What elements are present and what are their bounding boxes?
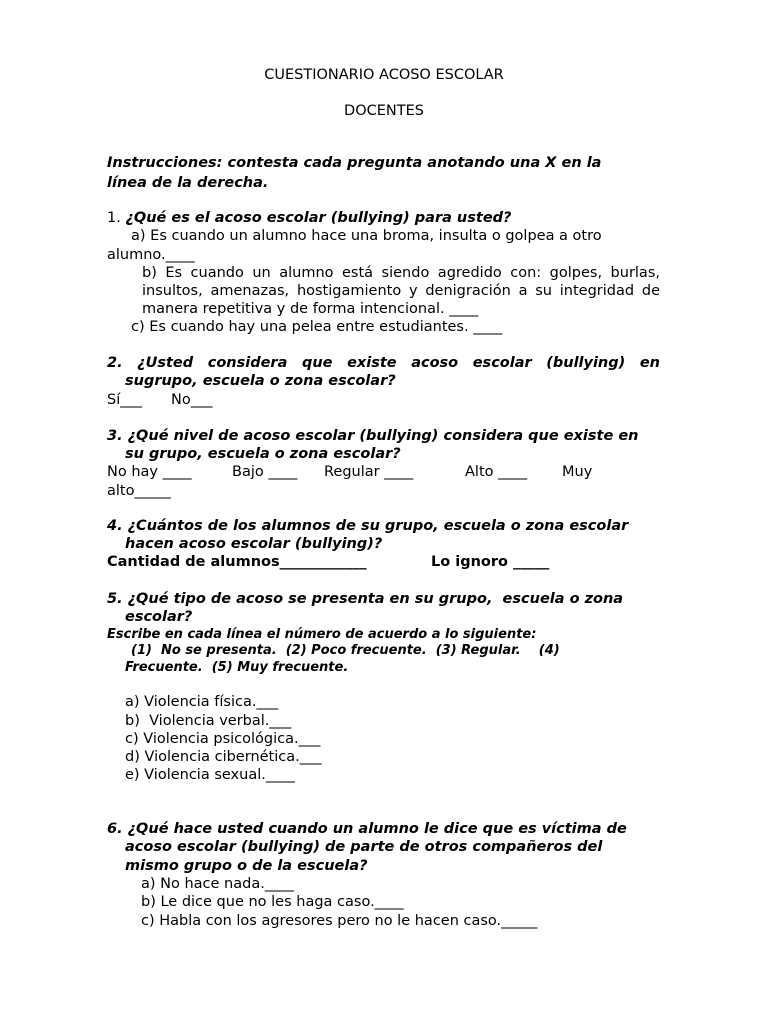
instructions-line-1: Instrucciones: contesta cada pregunta anotando una X en la [107, 155, 602, 171]
question-1-text: ¿Qué es el acoso escolar (bullying) para usted? [125, 210, 512, 226]
q4-student-count[interactable]: Cantidad de alumnos____________ [107, 554, 367, 570]
q5-scale-instruction: Escribe en cada línea el número de acuerdo a lo siguiente: [107, 627, 537, 642]
q5-scale-line-2: Frecuente. (5) Muy frecuente. [125, 660, 349, 675]
question-5-line-2: escolar? [125, 609, 193, 625]
q5-option-e[interactable]: e) Violencia sexual.____ [125, 767, 295, 783]
q1-option-c[interactable]: c) Es cuando hay una pelea entre estudiantes. ____ [131, 319, 503, 335]
q3-option-high[interactable]: Alto ____ [465, 464, 528, 480]
q6-option-c[interactable]: c) Habla con los agresores pero no le hacen caso._____ [141, 913, 538, 929]
q3-option-regular[interactable]: Regular ____ [324, 464, 414, 480]
question-6-line-3: mismo grupo o de la escuela? [125, 858, 368, 874]
instructions-line-2: línea de la derecha. [107, 175, 269, 191]
q1-option-b-line-2: insultos, amenazas, hostigamiento y denigración a su integridad de [142, 283, 660, 299]
question-4-line-1: 4. ¿Cuántos de los alumnos de su grupo, escuela o zona escolar [107, 518, 629, 534]
question-3-line-2: su grupo, escuela o zona escolar? [125, 446, 401, 462]
question-1-number: 1. [107, 210, 121, 226]
document-title: CUESTIONARIO ACOSO ESCOLAR [264, 67, 504, 83]
question-6-line-1: 6. ¿Qué hace usted cuando un alumno le dice que es víctima de [107, 821, 627, 837]
q5-option-c[interactable]: c) Violencia psicológica.___ [125, 731, 321, 747]
q3-option-very-high-part-1: Muy [562, 464, 593, 480]
q2-answer-yes[interactable]: Sí___ [107, 392, 142, 408]
q3-option-very-high-part-2[interactable]: alto_____ [107, 483, 171, 499]
question-5-line-1: 5. ¿Qué tipo de acoso se presenta en su grupo, escuela o zona [107, 591, 624, 607]
q5-option-d[interactable]: d) Violencia cibernética.___ [125, 749, 322, 765]
q5-scale-line-1: (1) No se presenta. (2) Poco frecuente. (3) Regular. (4) [131, 643, 560, 658]
question-3-line-1: 3. ¿Qué nivel de acoso escolar (bullying) considera que existe en [107, 428, 639, 444]
q5-option-a[interactable]: a) Violencia física.___ [125, 694, 279, 710]
q1-option-a-line-1: a) Es cuando un alumno hace una broma, insulta o golpea a otro [131, 228, 602, 244]
question-2-line-2: sugrupo, escuela o zona escolar? [125, 373, 396, 389]
question-2-line-1: 2. ¿Usted considera que existe acoso escolar (bullying) en [107, 355, 660, 371]
question-4-line-2: hacen acoso escolar (bullying)? [125, 536, 383, 552]
q1-option-b-line-1: b) Es cuando un alumno está siendo agredido con: golpes, burlas, [142, 265, 660, 281]
q6-option-b[interactable]: b) Le dice que no les haga caso.____ [141, 894, 404, 910]
q3-option-low[interactable]: Bajo ____ [232, 464, 298, 480]
document-subtitle: DOCENTES [344, 103, 424, 119]
q2-answer-no[interactable]: No___ [171, 392, 213, 408]
q5-option-b[interactable]: b) Violencia verbal.___ [125, 713, 292, 729]
q1-option-b-line-3[interactable]: manera repetitiva y de forma intencional. ____ [142, 301, 479, 317]
question-6-line-2: acoso escolar (bullying) de parte de otros compañeros del [125, 839, 603, 855]
q4-unknown[interactable]: Lo ignoro _____ [431, 554, 550, 570]
question-1 [107, 209, 511, 227]
q1-option-a-line-2[interactable]: alumno.____ [107, 247, 195, 263]
q6-option-a[interactable]: a) No hace nada.____ [141, 876, 294, 892]
q3-option-none[interactable]: No hay ____ [107, 464, 192, 480]
